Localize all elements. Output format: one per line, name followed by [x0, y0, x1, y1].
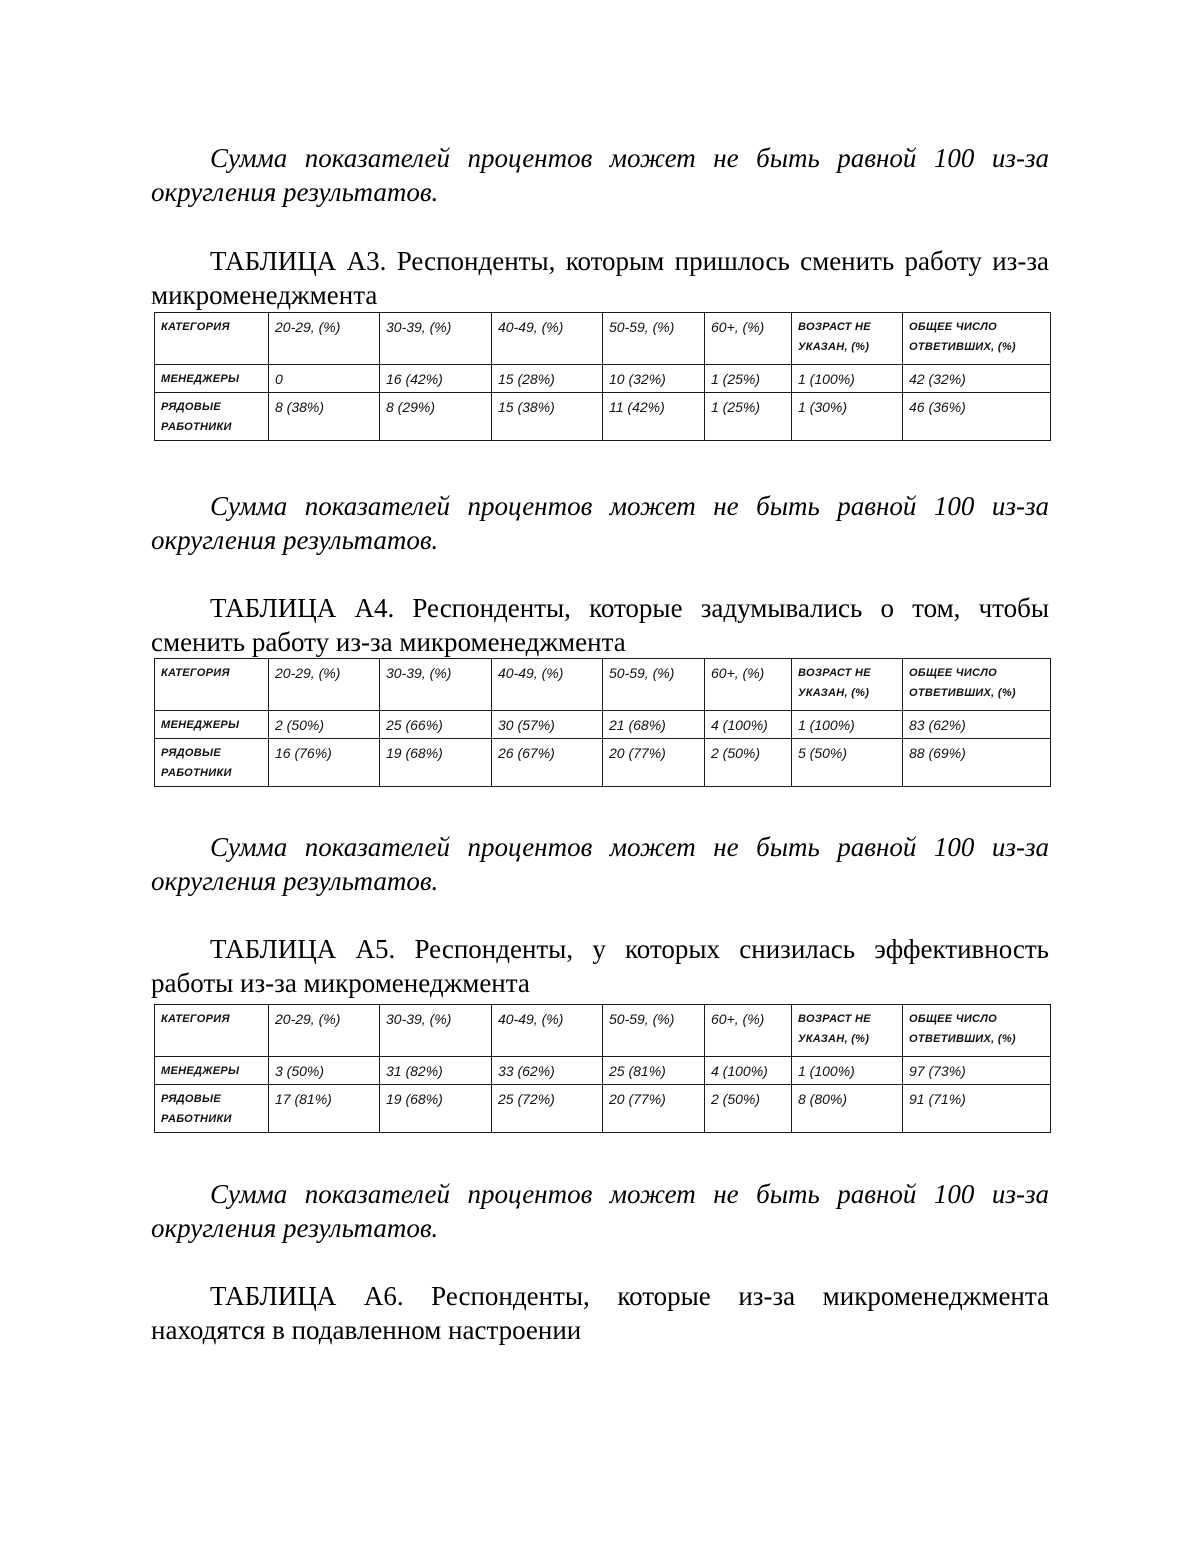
table-row — [155, 393, 1051, 441]
table-cell: 2 (50%) — [705, 1085, 792, 1133]
table-cell: 10 (32%) — [603, 365, 705, 393]
row-label-managers: МЕНЕДЖЕРЫ — [155, 365, 269, 393]
table-caption-a3: ТАБЛИЦА А3. Респонденты, которым пришлось сменить работу из-за микроменеджмента — [151, 246, 1049, 310]
table-caption-a6: ТАБЛИЦА А6. Респонденты, которые из-за микроменеджмента находятся в подавленном настроении — [151, 1281, 1049, 1345]
table-cell: 83 (62%) — [903, 711, 1051, 739]
table-cell: 4 (100%) — [705, 1057, 792, 1085]
header-age-40-49: 40-49, (%) — [492, 1005, 603, 1057]
header-age-60-plus: 60+, (%) — [705, 313, 792, 365]
row-label-workers: РЯДОВЫЕ РАБОТНИКИ — [155, 739, 269, 787]
table-row — [155, 711, 1051, 739]
table-cell: 91 (71%) — [903, 1085, 1051, 1133]
rounding-note: Сумма показателей процентов может не быть равной 100 из-за округления результатов. — [151, 1179, 1049, 1243]
table-cell: 11 (42%) — [603, 393, 705, 441]
header-category: КАТЕГОРИЯ — [155, 313, 269, 365]
table-cell: 31 (82%) — [380, 1057, 492, 1085]
table-cell: 8 (38%) — [269, 393, 380, 441]
table-cell: 21 (68%) — [603, 711, 705, 739]
table-cell: 19 (68%) — [380, 1085, 492, 1133]
table-cell: 33 (62%) — [492, 1057, 603, 1085]
table-a3 — [154, 312, 1051, 441]
rounding-note: Сумма показателей процентов может не быть равной 100 из-за округления результатов. — [151, 832, 1049, 896]
header-age-50-59: 50-59, (%) — [603, 313, 705, 365]
table-cell: 1 (100%) — [792, 365, 903, 393]
table-cell: 1 (30%) — [792, 393, 903, 441]
row-label-workers: РЯДОВЫЕ РАБОТНИКИ — [155, 1085, 269, 1133]
header-total: ОБЩЕЕ ЧИСЛО ОТВЕТИВШИХ, (%) — [903, 313, 1051, 365]
header-age-60-plus: 60+, (%) — [705, 1005, 792, 1057]
table-cell: 15 (38%) — [492, 393, 603, 441]
table-cell: 17 (81%) — [269, 1085, 380, 1133]
header-age-30-39: 30-39, (%) — [380, 1005, 492, 1057]
table-cell: 8 (29%) — [380, 393, 492, 441]
header-age-40-49: 40-49, (%) — [492, 659, 603, 711]
table-cell: 25 (81%) — [603, 1057, 705, 1085]
header-category: КАТЕГОРИЯ — [155, 659, 269, 711]
header-age-40-49: 40-49, (%) — [492, 313, 603, 365]
table-cell: 42 (32%) — [903, 365, 1051, 393]
table-cell: 26 (67%) — [492, 739, 603, 787]
table-cell: 1 (100%) — [792, 711, 903, 739]
header-age-unknown: ВОЗРАСТ НЕ УКАЗАН, (%) — [792, 659, 903, 711]
table-cell: 25 (72%) — [492, 1085, 603, 1133]
header-age-30-39: 30-39, (%) — [380, 313, 492, 365]
table-cell: 46 (36%) — [903, 393, 1051, 441]
table-cell: 15 (28%) — [492, 365, 603, 393]
table-cell: 2 (50%) — [269, 711, 380, 739]
table-cell: 16 (42%) — [380, 365, 492, 393]
header-total: ОБЩЕЕ ЧИСЛО ОТВЕТИВШИХ, (%) — [903, 1005, 1051, 1057]
table-row — [155, 1057, 1051, 1085]
header-age-unknown: ВОЗРАСТ НЕ УКАЗАН, (%) — [792, 1005, 903, 1057]
table-cell: 0 — [269, 365, 380, 393]
header-category: КАТЕГОРИЯ — [155, 1005, 269, 1057]
table-caption-a5: ТАБЛИЦА А5. Респонденты, у которых снизилась эффективность работы из-за микроменеджмента — [151, 934, 1049, 998]
table-cell: 1 (100%) — [792, 1057, 903, 1085]
table-cell: 1 (25%) — [705, 393, 792, 441]
header-age-50-59: 50-59, (%) — [603, 1005, 705, 1057]
header-age-20-29: 20-29, (%) — [269, 313, 380, 365]
table-header-row — [155, 1005, 1051, 1057]
table-cell: 19 (68%) — [380, 739, 492, 787]
table-row — [155, 739, 1051, 787]
table-cell: 16 (76%) — [269, 739, 380, 787]
header-age-unknown: ВОЗРАСТ НЕ УКАЗАН, (%) — [792, 313, 903, 365]
table-cell: 97 (73%) — [903, 1057, 1051, 1085]
table-a5 — [154, 1004, 1051, 1133]
table-cell: 5 (50%) — [792, 739, 903, 787]
header-age-60-plus: 60+, (%) — [705, 659, 792, 711]
header-age-20-29: 20-29, (%) — [269, 659, 380, 711]
table-cell: 88 (69%) — [903, 739, 1051, 787]
table-cell: 8 (80%) — [792, 1085, 903, 1133]
table-cell: 20 (77%) — [603, 739, 705, 787]
table-a4 — [154, 658, 1051, 787]
table-row — [155, 365, 1051, 393]
header-age-20-29: 20-29, (%) — [269, 1005, 380, 1057]
rounding-note: Сумма показателей процентов может не быть равной 100 из-за округления результатов. — [151, 491, 1049, 555]
table-header-row — [155, 659, 1051, 711]
table-caption-a4: ТАБЛИЦА А4. Респонденты, которые задумывались о том, чтобы сменить работу из-за микроменеджмента — [151, 593, 1049, 657]
table-cell: 3 (50%) — [269, 1057, 380, 1085]
header-age-30-39: 30-39, (%) — [380, 659, 492, 711]
table-row — [155, 1085, 1051, 1133]
table-cell: 2 (50%) — [705, 739, 792, 787]
header-age-50-59: 50-59, (%) — [603, 659, 705, 711]
table-header-row — [155, 313, 1051, 365]
table-cell: 1 (25%) — [705, 365, 792, 393]
row-label-workers: РЯДОВЫЕ РАБОТНИКИ — [155, 393, 269, 441]
table-cell: 25 (66%) — [380, 711, 492, 739]
rounding-note: Сумма показателей процентов может не быть равной 100 из-за округления результатов. — [151, 143, 1049, 207]
table-cell: 20 (77%) — [603, 1085, 705, 1133]
table-cell: 4 (100%) — [705, 711, 792, 739]
table-cell: 30 (57%) — [492, 711, 603, 739]
row-label-managers: МЕНЕДЖЕРЫ — [155, 711, 269, 739]
header-total: ОБЩЕЕ ЧИСЛО ОТВЕТИВШИХ, (%) — [903, 659, 1051, 711]
row-label-managers: МЕНЕДЖЕРЫ — [155, 1057, 269, 1085]
